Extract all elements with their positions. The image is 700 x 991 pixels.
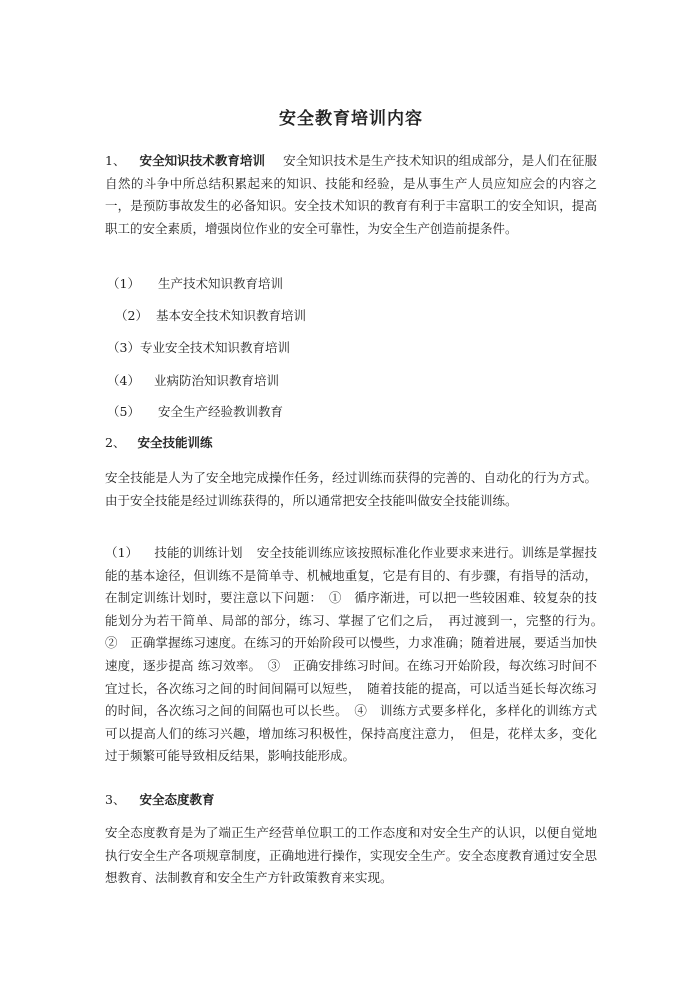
- subsection-body: 安全技能训练应该按照标准化作业要求来进行。训练是掌握技能的基本途径，但训练不是简单寺、机械地重复，它是有目的、有步骤，有指导的活动，在制定训练计划时，要注意以下问题： ① 循序渐进，可以把一些较困难、较复杂的技能划分为若干简单、局部的部分，练习、掌握了它们之后， 再过渡到一，完整的行为。 ② 正确掌握练习速度。在练习的开始阶段可以慢些，力求准确；随着进展，要适当加快速度，逐步提高 练习效率。 ③ 正确安排练习时间。在练习开始阶段，每次练习时间不宜过长，各次练习之间的时间间隔可以短些， 随着技能的提高，可以适当延长每次练习的时间，各次练习之间的间隔也可以长些。 ④ 训练方式要多样化，多样化的训练方式可以提高人们的练习兴趣，增加练习积极性，保持高度注意力， 但是，花样太多，变化过于频繁可能导致相反结果，影响技能形成。: [105, 545, 610, 764]
- section-3-header: [105, 790, 214, 810]
- section-2-intro: 安全技能是人为了安全地完成操作任务，经过训练而获得的完善的、自动化的行为方式。由于安全技能是经过训练获得的，所以通常把安全技能叫做安全技能训练。: [105, 470, 597, 508]
- section-1-item-2: （2） 基本安全技术知识教育培训: [115, 308, 306, 323]
- section-1-heading: 安全知识技术教育培训: [139, 153, 266, 168]
- section-1-item-5: （5） 安全生产经验教训教育: [107, 404, 283, 419]
- section-1-body: 安全知识技术是生产技术知识的组成部分，是人们在征服自然的斗争中所总结积累起来的知识、技能和经验，是从事生产人员应知应会的内容之一，是预防事故发生的必备知识。安全技术知识的教育有利于丰富职工的安全知识，提高职工的安全素质，增强岗位作业的安全可靠性，为安全生产创造前提条件。: [105, 153, 597, 236]
- section-2-number: 2、: [105, 435, 126, 450]
- document-title: 安全教育培训内容: [279, 109, 423, 129]
- section-1-item-1: （1） 生产技术知识教育培训: [107, 276, 283, 291]
- document-page: [105, 0, 610, 991]
- subsection-heading: 技能的训练计划: [154, 545, 243, 560]
- section-2-header: [105, 433, 212, 453]
- section-3-number: 3、: [105, 792, 126, 807]
- section-1-item-4: （4） 业病防治知识教育培训: [107, 373, 279, 388]
- section-1-number: 1、: [105, 153, 126, 168]
- subsection-number: （1）: [105, 545, 139, 560]
- section-3-body: 安全态度教育是为了端正生产经营单位职工的工作态度和对安全生产的认识，以便自觉地执行安全生产各项规章制度，正确地进行操作，实现安全生产。安全态度教育通过安全思想教育、法制教育和安全生产方针政策教育来实现。: [105, 825, 597, 886]
- section-2-heading: 安全技能训练: [137, 435, 213, 450]
- section-1-paragraph: [105, 150, 597, 240]
- section-1-item-3: （3）专业安全技术知识教育培训: [107, 340, 290, 355]
- section-3-heading: 安全态度教育: [139, 792, 215, 807]
- section-2-subsection: [105, 542, 610, 768]
